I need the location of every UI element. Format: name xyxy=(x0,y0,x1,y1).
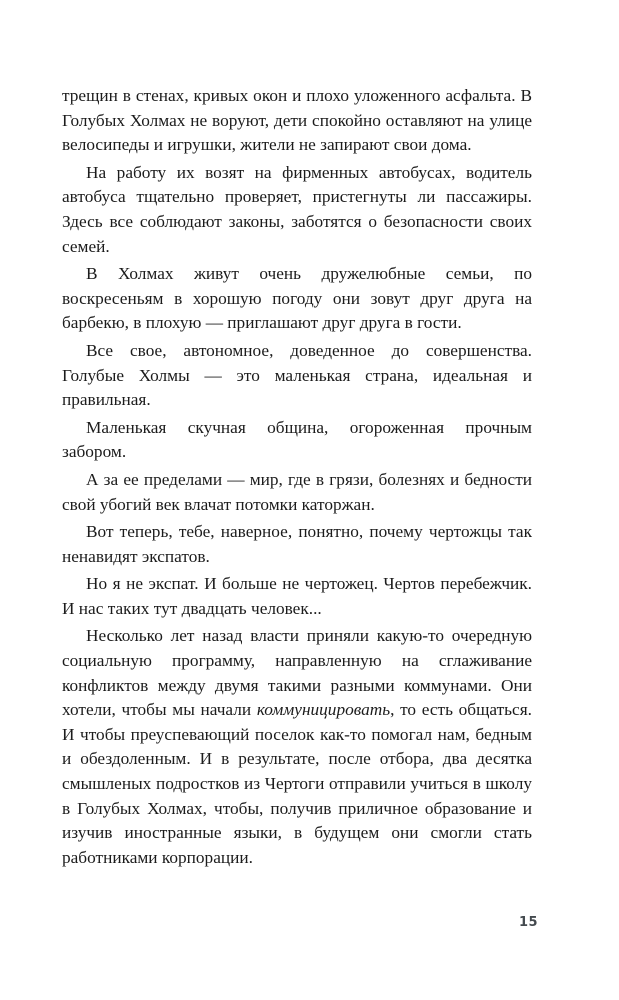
paragraph-9 xyxy=(62,624,532,870)
page-text-block xyxy=(62,84,532,870)
paragraph-5: Маленькая скучная община, огороженная прочным забором. xyxy=(62,417,532,462)
paragraph-7: Вот теперь, тебе, наверное, понятно, почему чертожцы так ненавидят экспатов. xyxy=(62,522,532,566)
paragraph-6: А за ее пределами — мир, где в грязи, болезнях и бедности свой убогий век влачат потомки каторжан. xyxy=(62,469,532,514)
paragraph-9-text-start: Несколько лет назад власти приняли какую-то очередную социальную программу, направленную на сглаживание конфликтов между двумя такими разными коммунами. Они хотели, чтобы мы начали xyxy=(62,626,532,720)
paragraph-2: На работу их возят на фирменных автобусах, водитель автобуса тщательно проверяет, пристегнуты ли пассажиры. Здесь все соблюдают законы, заботятся о безопасности своих семей. xyxy=(62,162,532,256)
paragraph-9-italic-word: коммуницировать xyxy=(256,700,391,720)
paragraph-4: Все свое, автономное, доведенное до совершенства. Голубые Холмы — это маленькая страна, идеальная и правильная. xyxy=(62,340,532,410)
paragraph-3: В Холмах живут очень дружелюбные семьи, по воскресеньям в хорошую погоду они зовут друг друга на барбекю, в плохую — приглашают друг друга в гости. xyxy=(62,264,532,333)
paragraph-8: Но я не экспат. И больше не чертожец. Чертов перебежчик. И нас таких тут двадцать человек... xyxy=(62,574,532,618)
paragraph-9-text-end: , то есть общаться. И чтобы преуспевающий поселок как-то помогал нам, бедным и обездоленным. И в результате, после отбора, два десятка смышленых подростков из Чертоги отправили учиться в школу в Голубых Холмах, чтобы, получив приличное образование и изучив иностранные языки, в будущем они смогли стать работниками корпорации. xyxy=(62,700,532,867)
paragraph-1: трещин в стенах, кривых окон и плохо уложенного асфальта. В Голубых Холмах не воруют, дети спокойно оставляют на улице велосипеды и игрушки, жители не запирают свои дома. xyxy=(62,86,532,155)
page-number: 15 xyxy=(519,915,539,930)
